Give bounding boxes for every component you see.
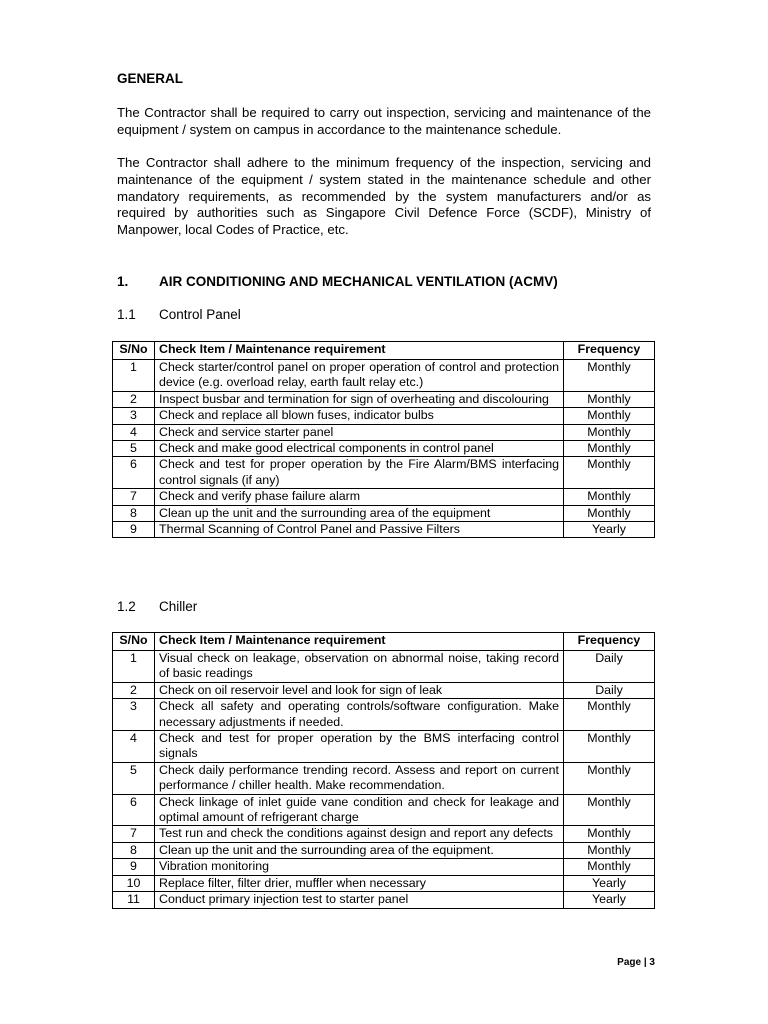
row-sno: 7 (113, 489, 155, 505)
row-sno: 1 (113, 651, 155, 683)
row-item: Clean up the unit and the surrounding area of the equipment. (155, 842, 564, 858)
subsection-number: 1.1 (117, 307, 136, 322)
row-frequency: Monthly (564, 360, 655, 392)
row-sno: 8 (113, 842, 155, 858)
header-item: Check Item / Maintenance requirement (155, 342, 564, 360)
header-sno: S/No (113, 342, 155, 360)
row-frequency: Monthly (564, 489, 655, 505)
row-frequency: Daily (564, 682, 655, 698)
row-sno: 3 (113, 408, 155, 424)
row-item: Inspect busbar and termination for sign of overheating and discolouring (155, 391, 564, 407)
row-frequency: Monthly (564, 457, 655, 489)
row-sno: 1 (113, 360, 155, 392)
row-item: Conduct primary injection test to starter panel (155, 892, 564, 908)
row-sno: 4 (113, 731, 155, 763)
intro-paragraph-1: The Contractor shall be required to carry out inspection, servicing and maintenance of the equipment / system on campus in accordance to the maintenance schedule. (117, 105, 651, 137)
row-sno: 7 (113, 826, 155, 842)
row-item: Check and verify phase failure alarm (155, 489, 564, 505)
row-item: Check daily performance trending record. Assess and report on current performance / chiller health. Make recommendation. (155, 762, 564, 794)
row-item: Check and service starter panel (155, 424, 564, 440)
table-row (113, 408, 655, 424)
table-row (113, 731, 655, 763)
row-sno: 9 (113, 859, 155, 875)
table-row (113, 391, 655, 407)
table-row (113, 699, 655, 731)
row-frequency: Monthly (564, 842, 655, 858)
row-item: Test run and check the conditions against design and report any defects (155, 826, 564, 842)
row-item: Clean up the unit and the surrounding area of the equipment (155, 505, 564, 521)
table-row (113, 682, 655, 698)
row-item: Check and replace all blown fuses, indicator bulbs (155, 408, 564, 424)
row-frequency: Monthly (564, 505, 655, 521)
subsection-number: 1.2 (117, 599, 136, 614)
table-row (113, 794, 655, 826)
row-sno: 3 (113, 699, 155, 731)
header-item: Check Item / Maintenance requirement (155, 633, 564, 651)
row-frequency: Monthly (564, 441, 655, 457)
section-number: 1. (117, 274, 129, 289)
chiller-rows (113, 651, 655, 909)
row-frequency: Yearly (564, 522, 655, 538)
row-item: Vibration monitoring (155, 859, 564, 875)
row-item: Visual check on leakage, observation on abnormal noise, taking record of basic readings (155, 651, 564, 683)
row-sno: 6 (113, 794, 155, 826)
row-frequency: Monthly (564, 408, 655, 424)
row-sno: 11 (113, 892, 155, 908)
control-panel-rows (113, 360, 655, 538)
row-sno: 2 (113, 682, 155, 698)
row-frequency: Monthly (564, 826, 655, 842)
row-item: Replace filter, filter drier, muffler when necessary (155, 875, 564, 891)
chiller-table (112, 632, 655, 909)
row-item: Thermal Scanning of Control Panel and Passive Filters (155, 522, 564, 538)
intro-paragraph-2: The Contractor shall adhere to the minimum frequency of the inspection, servicing and maintenance of the equipment / system stated in the maintenance schedule and other mandatory requirements, as recommended by the system manufacturers and/or as required by authorities such as Singapore Civil Defence Force (SCDF), Ministry of Manpower, local Codes of Practice, etc. (117, 155, 651, 238)
row-frequency: Monthly (564, 424, 655, 440)
row-item: Check linkage of inlet guide vane condition and check for leakage and optimal amount of refrigerant charge (155, 794, 564, 826)
table-row (113, 522, 655, 538)
row-sno: 9 (113, 522, 155, 538)
row-sno: 5 (113, 441, 155, 457)
row-frequency: Monthly (564, 794, 655, 826)
section-title: AIR CONDITIONING AND MECHANICAL VENTILATION (ACMV) (159, 274, 558, 289)
header-frequency: Frequency (564, 633, 655, 651)
row-item: Check and make good electrical components in control panel (155, 441, 564, 457)
row-frequency: Monthly (564, 762, 655, 794)
row-frequency: Daily (564, 651, 655, 683)
document-heading: GENERAL (117, 71, 184, 86)
row-sno: 4 (113, 424, 155, 440)
table-row (113, 457, 655, 489)
table-row (113, 762, 655, 794)
row-item: Check and test for proper operation by the BMS interfacing control signals (155, 731, 564, 763)
table-row (113, 859, 655, 875)
row-item: Check and test for proper operation by the Fire Alarm/BMS interfacing control signals (if any) (155, 457, 564, 489)
row-sno: 10 (113, 875, 155, 891)
control-panel-table (112, 341, 655, 538)
page-number: Page | 3 (617, 957, 655, 968)
subsection-title: Control Panel (159, 307, 241, 322)
row-frequency: Yearly (564, 892, 655, 908)
row-sno: 5 (113, 762, 155, 794)
table-row (113, 489, 655, 505)
table-row (113, 424, 655, 440)
table-row (113, 875, 655, 891)
table-header-row (113, 633, 655, 651)
table-row (113, 826, 655, 842)
subsection-title: Chiller (159, 599, 198, 614)
header-sno: S/No (113, 633, 155, 651)
table-row (113, 505, 655, 521)
header-frequency: Frequency (564, 342, 655, 360)
table-row (113, 651, 655, 683)
table-row (113, 842, 655, 858)
row-item: Check on oil reservoir level and look for sign of leak (155, 682, 564, 698)
row-item: Check starter/control panel on proper operation of control and protection device (e.g. overload relay, earth fault relay etc.) (155, 360, 564, 392)
row-item: Check all safety and operating controls/software configuration. Make necessary adjustments if needed. (155, 699, 564, 731)
table-row (113, 441, 655, 457)
row-frequency: Monthly (564, 699, 655, 731)
table-row (113, 360, 655, 392)
row-frequency: Monthly (564, 731, 655, 763)
row-frequency: Yearly (564, 875, 655, 891)
table-row (113, 892, 655, 908)
row-sno: 8 (113, 505, 155, 521)
row-frequency: Monthly (564, 859, 655, 875)
row-sno: 6 (113, 457, 155, 489)
table-header-row (113, 342, 655, 360)
row-sno: 2 (113, 391, 155, 407)
row-frequency: Monthly (564, 391, 655, 407)
